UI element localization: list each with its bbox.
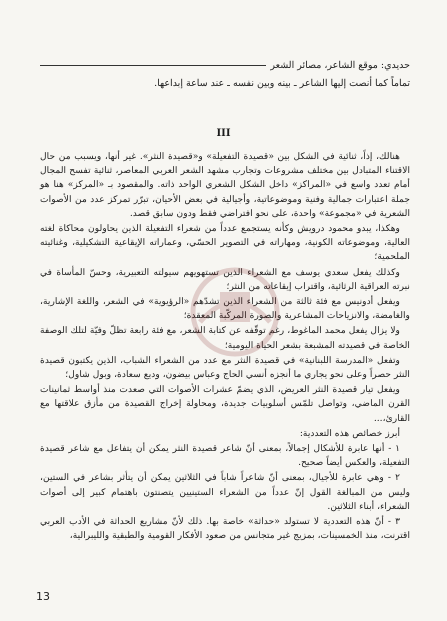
header-rule (40, 65, 266, 66)
running-header (40, 60, 410, 71)
paragraph-11: ٣ - أنّ هذه التعددية لا تستولد «حداثة» خاصة بها. ذلك لأنّ مشاريع الحداثة في الأدب العربي اقترنت، منذ الخمسينات، بمزيج غير متجانس من صعود الأفكار القومية والطبقية والليبرالية، (40, 516, 410, 542)
paragraph-10: ٢ - وهي عابرة للأجيال، بمعنى أنّ شاعراً شاباً في الثلاثين يمكن أن يتأثر بشاعر في الستين، وليس من المبالغة القول إنّ عدداً من الشعراء الستينيين يتصنتون باهتمام كبير إلى أصوات الشعراء، أبناء الثلاثين. (40, 472, 410, 512)
paragraph-8: أبرز خصائص هذه التعددية: (299, 427, 400, 439)
section-number: III (216, 128, 231, 139)
paragraph-6: وتفعل «المدرسة اللبنانية» في قصيدة النثر مع عدد من الشعراء الشباب، الذين يكتبون قصيدة النثر حصراً وعلى نحو يجاري ما أنجزه أنسي الحاج وعباس بيضون، وديع سعادة، وبول شاول؛ (40, 354, 410, 381)
body-text (40, 150, 410, 544)
paragraph-9: ١ - أنها عابرة للأشكال إجمالاً، بمعنى أنّ شاعر قصيدة النثر يمكن أن يتفاعل مع شاعر قصيدة التفعيلة، والعكس أيضاً صحيح. (40, 443, 410, 469)
paragraph-5: ولا يزال يفعل محمد الماغوط، رغم توقّفه عن كتابة الشعر، مع فئة رابعة تظلّ وفيّة لتلك الوصفة الخاصة في قصيدته المشبعة بشعر الحياة اليومية؛ (40, 325, 410, 351)
paragraph-2: وهكذا، يبدو محمود درويش وكأنه يستجمع عدداً من شعراء التفعيلة الذين يحاولون محاكاة لغته العالية، وموضوعاته الكونية، ومهاراته في التصوير الحسّي، وعماراته الإيقاعية التشكيلية، وغنائيته الملحمية؛ (40, 223, 410, 263)
running-title: حديدي: موقع الشاعر، مصائر الشعر (270, 60, 410, 71)
continuation-paragraph: تماماً كما أنصت إليها الشاعر ـ بينه وبين نفسه ـ عند ساعة إبداعها. (154, 78, 410, 89)
paragraph-1: هنالك، إذاً، ثنائية في الشكل بين «قصيدة التفعيلة» و«قصيدة النثر». غير أنها، ويسبب من حال الاقتناء المتبادل بين مختلف مشروعات وتجارب مشهد الشعر العربي المعاصر، ثنائية تفسح المجال أمام تعدد واسع في «المراكز» داخل الشكل الشعري الواحد ذاته. والمقصود بـ «المركز» هنا هو جملة اعتبارات جمالية وفنية وموضوعاتية، وأجيالية في بعض الأحيان، تبرّر تمركز عدد من الأصوات الشعرية في «مجموعة» واحدة، على نحو افتراضي فقط ودون سابق قصد. (40, 151, 410, 219)
paragraph-7: ويفعل تيار قصيدة النثر العريض، الذي يضمّ عشرات الأصوات التي صعدت منذ أواسط ثمانينات القرن الماضي، وتواصل تلمّس أسلوبيات جديدة، ومحاولة إخراج القصيدة من مأزق علاقتها مع القارئ،... (40, 384, 410, 424)
page-number: 13 (36, 590, 50, 603)
paragraph-4: ويفعل أدونيس مع فئة ثالثة من الشعراء الذين تشدّهم «الرؤيوية» في الشعر، واللغة الإشارية، والغامضة، والانزياحات المشاعرية والصورة المركّبة المعقدة؛ (40, 296, 410, 322)
paragraph-3: وكذلك يفعل سعدي يوسف مع الشعراء الذين تستهويهم سيولته التعبيرية، وحسّ المأساة في نبرته العراقية الرثائية، واقتراب إيقاعاته من النثر؛ (40, 266, 410, 292)
